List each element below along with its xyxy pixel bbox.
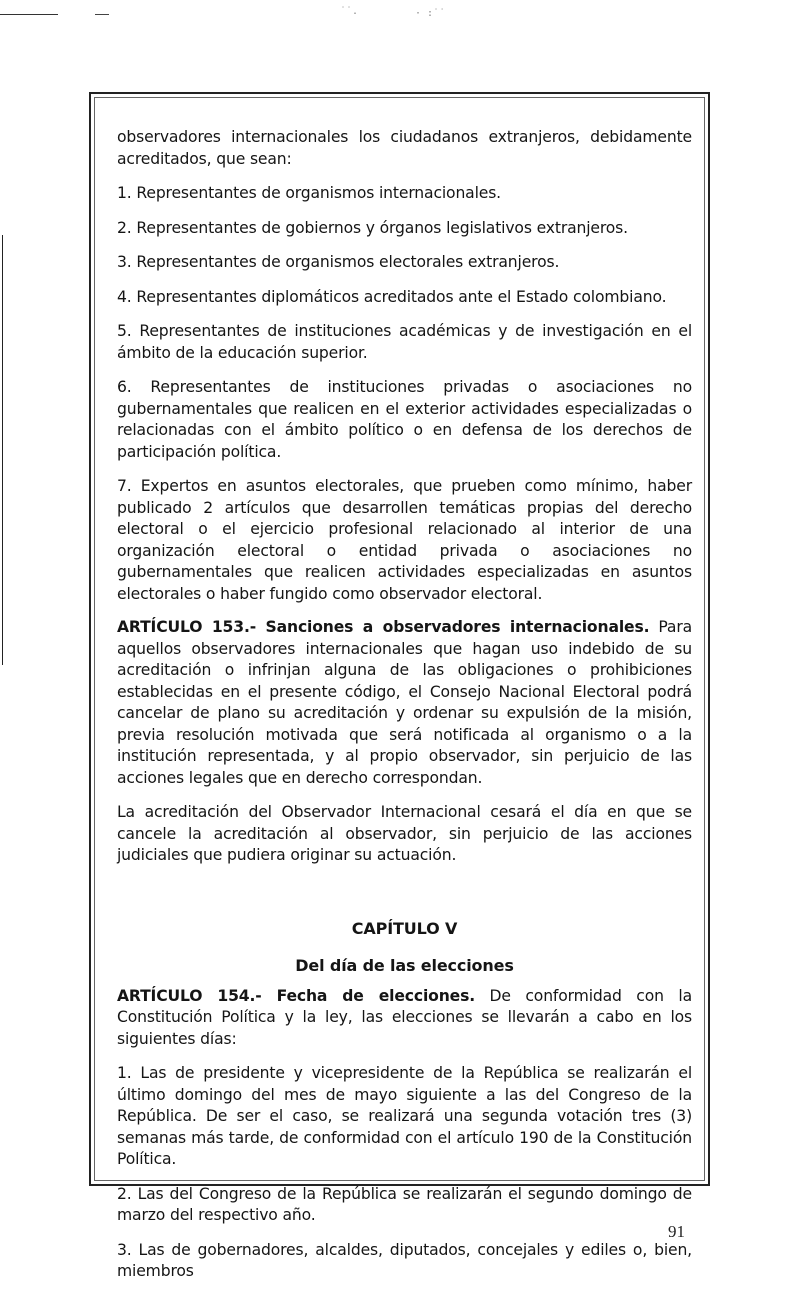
list-item: 2. Representantes de gobiernos y órganos legislativos extranjeros. xyxy=(117,218,628,237)
article-154-heading: ARTÍCULO 154.- Fecha de elecciones. xyxy=(117,986,476,1005)
scan-speck: ˙˙. xyxy=(340,6,359,17)
article-153 xyxy=(117,617,692,789)
article-153-body: Para aquellos observadores internacionales que hagan uso indebido de su acreditación o infrinjan alguna de las obligaciones o prohibiciones establecidas en el presente código, el Consejo Nacional Electoral podrá cancelar de plano su acreditación y ordenar su expulsión de la misión, previa resolución motivada que será notificada al organismo o a la institución representada, y al propio observador, sin perjuicio de las acciones legales que en derecho correspondan. xyxy=(117,618,693,787)
scan-speck: · :˙˙ xyxy=(415,8,446,19)
article-154 xyxy=(117,986,692,1051)
scan-artifact-line xyxy=(0,14,58,15)
article-154-body: De conformidad con la Constitución Política y la ley, las elecciones se llevarán a cabo en los siguientes días: xyxy=(117,986,692,1048)
list-item: 7. Expertos en asuntos electorales, que prueben como mínimo, haber publicado 2 artículos que desarrollen temáticas propias del derecho electoral o el ejercicio profesional relacionado al interior de una organización electoral o entidad privada o asociaciones no gubernamentales que realicen actividades especializadas en asuntos electorales o haber fungido como observador electoral. xyxy=(117,477,692,603)
spacer xyxy=(117,880,692,918)
document-body xyxy=(117,127,692,1296)
spacer xyxy=(117,977,692,986)
list-item: 4. Representantes diplomáticos acreditados ante el Estado colombiano. xyxy=(117,287,667,306)
spacer xyxy=(117,939,692,955)
list-item: 6. Representantes de instituciones privadas o asociaciones no gubernamentales que realicen en el exterior actividades especializadas o relacionadas con el ámbito político o en defensa de los derechos de participación política. xyxy=(117,378,692,461)
intro-paragraph: observadores internacionales los ciudadanos extranjeros, debidamente acreditados, que sean: xyxy=(117,128,692,168)
accreditation-paragraph: La acreditación del Observador Internacional cesará el día en que se cancele la acreditación al observador, sin perjuicio de las acciones judiciales que pudiera originar su actuación. xyxy=(117,803,692,864)
chapter-title: CAPÍTULO V xyxy=(351,918,458,938)
list-item: 3. Las de gobernadores, alcaldes, diputados, concejales y ediles o, bien, miembros xyxy=(117,1240,692,1280)
scan-artifact-edge xyxy=(2,235,3,665)
page-number: 91 xyxy=(668,1222,685,1241)
list-item: 1. Las de presidente y vicepresidente de la República se realizarán el último domingo del mes de mayo siguiente a las del Congreso de la República. De ser el caso, se realizará una segunda votación tres (3) semanas más tarde, de conformidad con el artículo 190 de la Constitución Política. xyxy=(117,1064,692,1168)
list-item: 3. Representantes de organismos electorales extranjeros. xyxy=(117,253,560,271)
chapter-subtitle: Del día de las elecciones xyxy=(295,956,514,975)
article-153-heading: ARTÍCULO 153.- Sanciones a observadores internacionales. xyxy=(117,618,650,636)
list-item: 1. Representantes de organismos internacionales. xyxy=(117,184,501,202)
list-item: 2. Las del Congreso de la República se realizarán el segundo domingo de marzo del respectivo año. xyxy=(117,1184,692,1224)
scan-artifact-line xyxy=(95,14,109,15)
list-item: 5. Representantes de instituciones académicas y de investigación en el ámbito de la educación superior. xyxy=(117,322,692,362)
